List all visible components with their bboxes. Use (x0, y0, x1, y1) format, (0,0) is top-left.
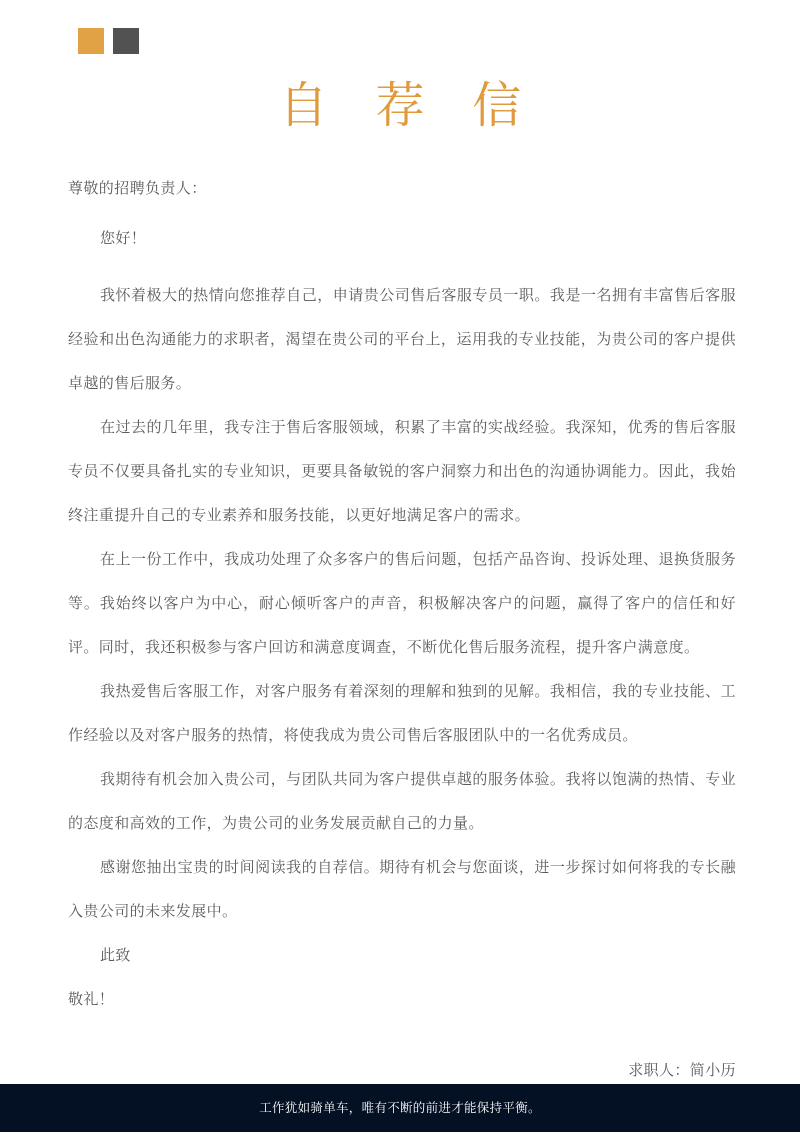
signature-name: 求职人：简小历 (628, 1062, 736, 1079)
page-title: 自 荐 信 (278, 79, 539, 133)
paragraph-3: 在上一份工作中，我成功处理了众多客户的售后问题，包括产品咨询、投诉处理、退换货服务等。我始终以客户为中心，耐心倾听客户的声音，积极解决客户的问题，赢得了客户的信任和好评。同时，我还积极参与客户回访和满意度调查，不断优化售后服务流程，提升客户满意度。 (68, 551, 736, 656)
closing-line-1: 此致 (100, 947, 131, 964)
orange-square-icon (78, 28, 104, 54)
letter-body (68, 178, 736, 1134)
header-decoration (78, 28, 139, 54)
paragraph-5: 我期待有机会加入贵公司，与团队共同为客户提供卓越的服务体验。我将以饱满的热情、专业的态度和高效的工作，为贵公司的业务发展贡献自己的力量。 (68, 771, 736, 832)
salutation: 尊敬的招聘负责人： (68, 180, 207, 197)
closing-line-2: 敬礼！ (68, 991, 115, 1008)
paragraph-6: 感谢您抽出宝贵的时间阅读我的自荐信。期待有机会与您面谈，进一步探讨如何将我的专长融入贵公司的未来发展中。 (68, 859, 736, 920)
paragraph-1: 我怀着极大的热情向您推荐自己，申请贵公司售后客服专员一职。我是一名拥有丰富售后客服经验和出色沟通能力的求职者，渴望在贵公司的平台上，运用我的专业技能，为贵公司的客户提供卓越的售后服务。 (68, 287, 736, 392)
greeting: 您好！ (100, 230, 147, 247)
footer-bar (0, 1084, 800, 1132)
footer-quote: 工作犹如骑单车，唯有不断的前进才能保持平衡。 (259, 1101, 541, 1115)
gray-square-icon (113, 28, 139, 54)
paragraph-4: 我热爱售后客服工作，对客户服务有着深刻的理解和独到的见解。我相信，我的专业技能、工作经验以及对客户服务的热情，将使我成为贵公司售后客服团队中的一名优秀成员。 (68, 683, 736, 744)
paragraph-2: 在过去的几年里，我专注于售后客服领域，积累了丰富的实战经验。我深知，优秀的售后客服专员不仅要具备扎实的专业知识，更要具备敏锐的客户洞察力和出色的沟通协调能力。因此，我始终注重提升自己的专业素养和服务技能，以更好地满足客户的需求。 (68, 419, 736, 524)
